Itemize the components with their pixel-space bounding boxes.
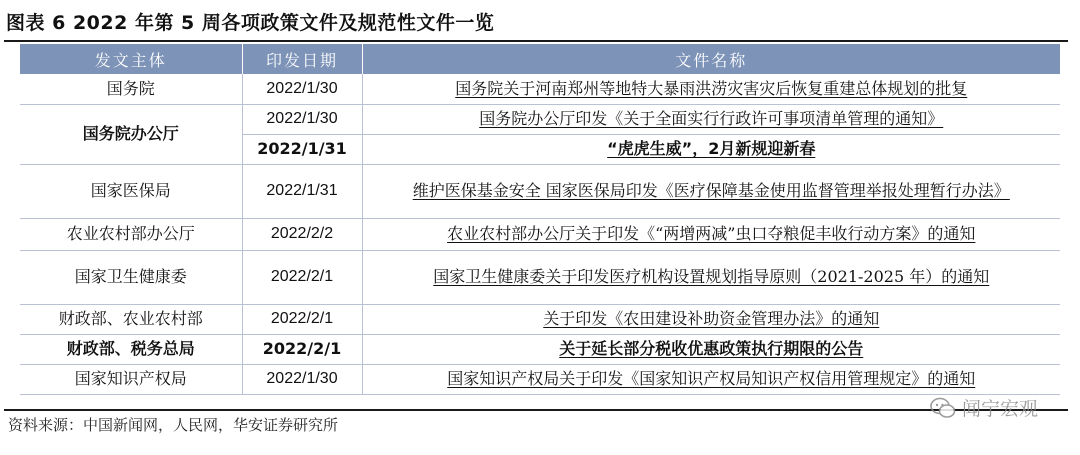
- header-issuer: 发文主体: [20, 44, 242, 74]
- date-cell: 2022/2/1: [242, 304, 362, 334]
- table-row: [20, 104, 1060, 134]
- date-cell: 2022/2/1: [242, 334, 362, 364]
- issuer-cell: 国家医保局: [20, 164, 242, 218]
- doc-name-cell: [362, 134, 1060, 164]
- date-cell: 2022/1/30: [242, 74, 362, 104]
- date-cell: 2022/1/30: [242, 364, 362, 394]
- source-note: 资料来源：中国新闻网，人民网，华安证券研究所: [8, 416, 339, 434]
- wechat-icon: [930, 397, 956, 419]
- doc-name-cell: [362, 364, 1060, 394]
- doc-link[interactable]: 关于印发《农田建设补助资金管理办法》的通知: [543, 309, 880, 328]
- table-row: [20, 74, 1060, 104]
- table-row: [20, 164, 1060, 218]
- date-cell: 2022/1/31: [242, 164, 362, 218]
- bottom-divider: [4, 409, 1068, 411]
- doc-link[interactable]: 国家卫生健康委关于印发医疗机构设置规划指导原则（2021-2025 年）的通知: [433, 267, 990, 286]
- table-row: [20, 334, 1060, 364]
- header-date: 印发日期: [242, 44, 362, 74]
- doc-name-cell: [362, 250, 1060, 304]
- doc-name-cell: [362, 334, 1060, 364]
- doc-name-cell: [362, 164, 1060, 218]
- doc-name-cell: [362, 104, 1060, 134]
- header-doc-name: 文件名称: [362, 44, 1060, 74]
- top-divider: [4, 40, 1068, 42]
- doc-link[interactable]: 关于延长部分税收优惠政策执行期限的公告: [559, 339, 864, 358]
- table-row: [20, 304, 1060, 334]
- issuer-cell: 财政部、税务总局: [20, 334, 242, 364]
- doc-link[interactable]: 农业农村部办公厅关于印发《“两增两减”虫口夺粮促丰收行动方案》的通知: [447, 224, 976, 243]
- date-cell: 2022/1/30: [242, 104, 362, 134]
- issuer-cell: 国家知识产权局: [20, 364, 242, 394]
- figure-title: 图表 6 2022 年第 5 周各项政策文件及规范性文件一览: [6, 12, 495, 34]
- table-row: [20, 250, 1060, 304]
- doc-link[interactable]: 国务院办公厅印发《关于全面实行行政许可事项清单管理的通知》: [479, 109, 944, 128]
- watermark: [930, 394, 1038, 421]
- doc-name-cell: [362, 304, 1060, 334]
- policy-table: [20, 44, 1060, 395]
- date-cell: 2022/2/1: [242, 250, 362, 304]
- table-row: [20, 364, 1060, 394]
- doc-link[interactable]: 维护医保基金安全 国家医保局印发《医疗保障基金使用监督管理举报处理暂行办法》: [412, 181, 1010, 200]
- table-row: [20, 218, 1060, 250]
- issuer-cell: 国务院: [20, 74, 242, 104]
- doc-link[interactable]: “虎虎生威”，2月新规迎新春: [607, 139, 816, 158]
- doc-name-cell: [362, 74, 1060, 104]
- issuer-cell: 农业农村部办公厅: [20, 218, 242, 250]
- doc-link[interactable]: 国务院关于河南郑州等地特大暴雨洪涝灾害灾后恢复重建总体规划的批复: [455, 78, 968, 98]
- date-cell: 2022/2/2: [242, 218, 362, 250]
- date-cell: 2022/1/31: [242, 134, 362, 164]
- issuer-cell: 财政部、农业农村部: [20, 304, 242, 334]
- doc-name-cell: [362, 218, 1060, 250]
- issuer-cell: 国家卫生健康委: [20, 250, 242, 304]
- issuer-cell: 国务院办公厅: [20, 104, 242, 164]
- watermark-text: 闻宁宏观: [961, 398, 1038, 420]
- table-header-row: [20, 44, 1060, 74]
- doc-link[interactable]: 国家知识产权局关于印发《国家知识产权局知识产权信用管理规定》的通知: [447, 369, 976, 388]
